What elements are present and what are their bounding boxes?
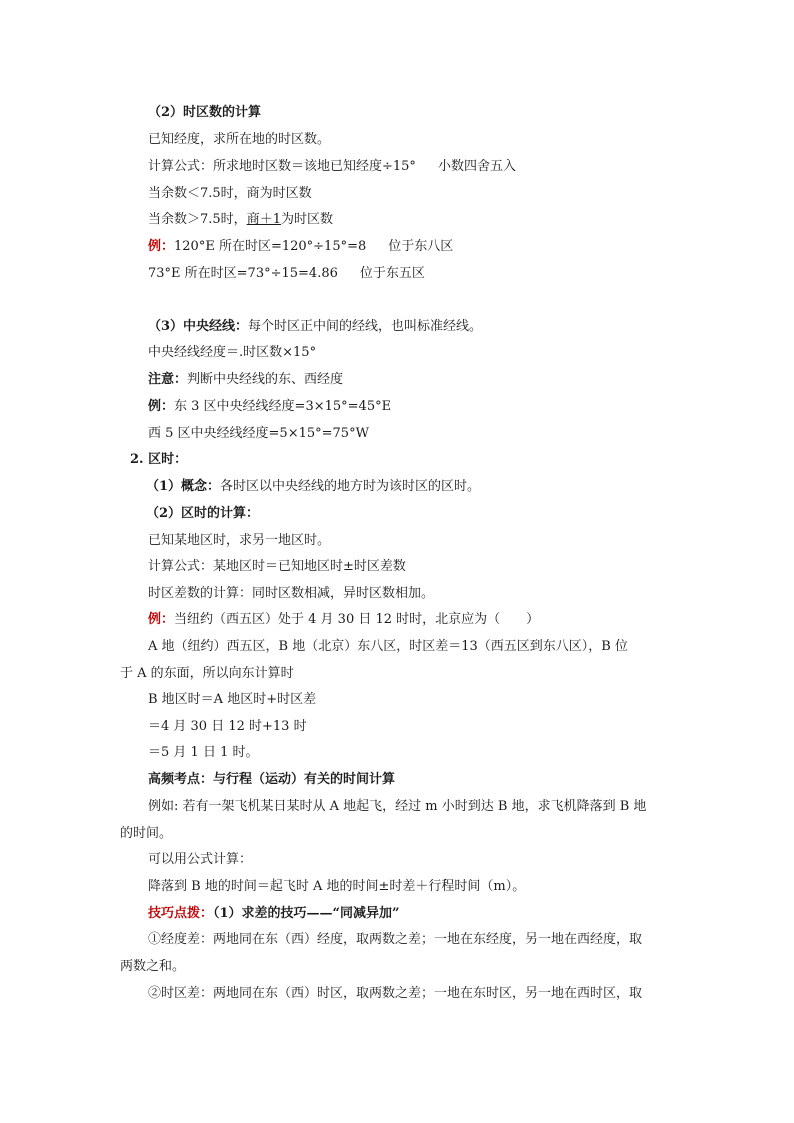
concept-label: （1）概念： <box>146 479 221 494</box>
concept-text: 各时区以中央经线的地方时为该时区的区时。 <box>220 479 481 494</box>
formula-text: 计算公式：所求地时区数＝该地已知经度÷15° <box>148 159 416 174</box>
section-heading-zone-time: 2. 区时： <box>130 452 188 467</box>
tip-line: ①经度差：两地同在东（西）经度，取两数之差；一地在东经度，另一地在西经度，取 <box>148 932 643 947</box>
rule-text: 为时区数 <box>280 212 333 227</box>
section-heading-zone-number: （2）时区数的计算 <box>148 105 262 120</box>
formula-note: 小数四舍五入 <box>437 159 516 174</box>
section-heading-line <box>148 318 482 336</box>
concept-line <box>146 478 480 496</box>
example-line <box>148 238 453 256</box>
example-line: 西 5 区中央经线经度=5×15°=75°W <box>148 426 369 441</box>
subsection-heading-calc: （2）区时的计算： <box>146 506 260 521</box>
definition-text: 每个时区正中间的经线，也叫标准经线。 <box>248 319 483 334</box>
rule-underlined: 商＋1 <box>246 212 281 227</box>
example-result: 位于东八区 <box>388 239 454 254</box>
step-line: ＝4 月 30 日 12 时+13 时 <box>148 719 307 734</box>
rule-text: 当余数＞7.5时， <box>148 212 247 227</box>
rule-line <box>148 211 333 229</box>
section-heading-high-frequency: 高频考点：与行程（运动）有关的时间计算 <box>148 772 396 787</box>
note-text: 判断中央经线的东、西经度 <box>187 372 344 387</box>
tips-label: 技巧点拨： <box>148 906 214 921</box>
tips-heading-line <box>148 905 400 923</box>
example-label: 例： <box>148 239 175 254</box>
step-line: ＝5 月 1 日 1 时。 <box>148 745 259 760</box>
example-text: 东 3 区中央经线经度=3×15°=45°E <box>174 399 392 414</box>
note-label: 注意： <box>148 372 188 387</box>
example-text: 73°E 所在时区=73°÷15=4.86 <box>148 266 338 281</box>
example-result: 位于东五区 <box>359 266 425 281</box>
section-heading-central-meridian: （3）中央经线： <box>148 319 249 334</box>
formula-line <box>148 158 516 176</box>
example-line <box>148 611 539 629</box>
example-label: 例： <box>148 399 175 414</box>
tip-line: 两数之和。 <box>120 959 186 974</box>
tips-title: （1）求差的技巧——“同减异加” <box>213 906 400 921</box>
tip-line: ②时区差：两地同在东（西）时区，取两数之差；一地在东时区，另一地在西时区，取 <box>148 986 643 1001</box>
step-line: B 地区时＝A 地区时+时区差 <box>148 692 317 707</box>
example-text: 120°E 所在时区=120°÷15°=8 <box>174 239 367 254</box>
example-text: 当纽约（西五区）处于 4 月 30 日 12 时时，北京应为（ ） <box>174 612 540 627</box>
example-line <box>148 265 425 283</box>
formula-line: 中央经线经度＝.时区数×15° <box>148 345 317 360</box>
explanation-line: 于 A 的东面，所以向东计算时 <box>120 666 294 681</box>
example-line: 的时间。 <box>120 826 173 841</box>
rule-line: 当余数＜7.5时，商为时区数 <box>148 186 312 201</box>
formula-line: 降落到 B 地的时间＝起飞时 A 地的时间±时差＋行程时间（m）。 <box>148 879 526 894</box>
rule-line: 时区差数的计算：同时区数相减，异时区数相加。 <box>148 586 435 601</box>
formula-line: 计算公式：某地区时＝已知地区时±时区差数 <box>148 559 406 574</box>
text-line: 可以用公式计算： <box>148 852 253 867</box>
text-line: 已知经度，求所在地的时区数。 <box>148 132 331 147</box>
text-line: 已知某地区时，求另一地区时。 <box>148 533 331 548</box>
note-line <box>148 371 343 389</box>
explanation-line: A 地（纽约）西五区，B 地（北京）东八区，时区差＝13（西五区到东八区），B 位 <box>148 639 628 654</box>
example-label: 例： <box>148 612 175 627</box>
example-line <box>148 398 391 416</box>
example-line: 例如: 若有一架飞机某日某时从 A 地起飞，经过 m 小时到达 B 地，求飞机降落到 B 地 <box>148 799 647 814</box>
